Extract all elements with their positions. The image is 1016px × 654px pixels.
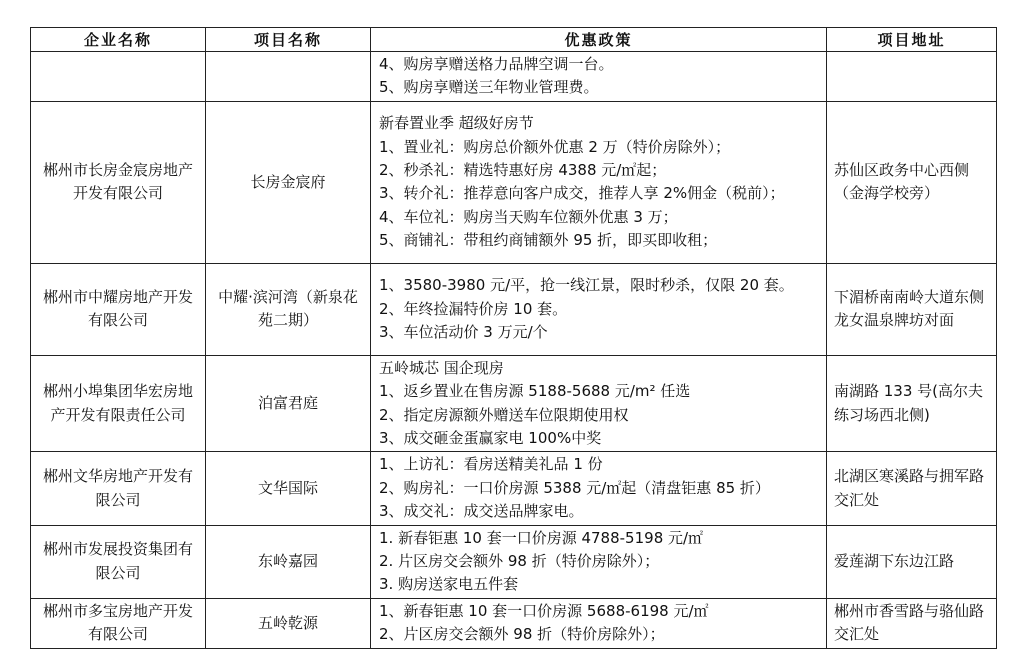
policy-line: 3、转介礼：推荐意向客户成交，推荐人享 2%佣金（税前）； — [379, 184, 785, 203]
policy-line: 2、购房礼：一口价房源 5388 元/㎡起（清盘钜惠 85 折） — [379, 478, 770, 497]
policy-line: 新春置业季 超级好房节 — [379, 114, 534, 133]
table-row — [31, 525, 997, 598]
policy-line: 1、新春钜惠 10 套一口价房源 5688-6198 元/㎡ — [379, 601, 709, 620]
project-cell: 五岭乾源 — [206, 598, 371, 648]
policy-line: 2、指定房源额外赠送车位限期使用权 — [379, 405, 629, 424]
policy-line: 5、购房享赠送三年物业管理费。 — [379, 78, 599, 97]
address-cell: 北湖区寒溪路与拥军路交汇处 — [827, 452, 997, 525]
policy-line: 1、上访礼：看房送精美礼品 1 份 — [379, 455, 603, 474]
policy-line: 5、商铺礼：带租约商铺额外 95 折，即买即收租； — [379, 231, 718, 250]
policy-line: 1、置业礼：购房总价额外优惠 2 万（特价房除外）； — [379, 137, 731, 156]
policy-line: 1、3580-3980 元/平，抢一线江景，限时秒杀，仅限 20 套。 — [379, 276, 794, 295]
policy-cell — [371, 101, 827, 263]
policy-cell — [371, 52, 827, 102]
policy-line: 五岭城芯 国企现房 — [379, 358, 504, 377]
header-address: 项目地址 — [827, 28, 997, 52]
policy-cell — [371, 598, 827, 648]
table-row — [31, 101, 997, 263]
project-cell: 文华国际 — [206, 452, 371, 525]
address-cell: 下湄桥南南岭大道东侧龙女温泉牌坊对面 — [827, 263, 997, 355]
header-project: 项目名称 — [206, 28, 371, 52]
policy-cell — [371, 525, 827, 598]
policy-line: 2、秒杀礼：精选特惠好房 4388 元/㎡起； — [379, 160, 667, 179]
table-row — [31, 263, 997, 355]
company-cell: 郴州市中耀房地产开发有限公司 — [31, 263, 206, 355]
policy-table — [30, 27, 997, 649]
company-cell: 郴州文华房地产开发有限公司 — [31, 452, 206, 525]
company-cell: 郴州市发展投资集团有限公司 — [31, 525, 206, 598]
company-cell: 郴州市多宝房地产开发有限公司 — [31, 598, 206, 648]
policy-line: 3、成交砸金蛋赢家电 100%中奖 — [379, 429, 602, 448]
address-cell: 南湖路 133 号(高尔夫练习场西北侧) — [827, 355, 997, 452]
project-cell — [206, 52, 371, 102]
table-row — [31, 598, 997, 648]
address-cell: 爱莲湖下东边江路 — [827, 525, 997, 598]
company-cell: 郴州市长房金宸房地产开发有限公司 — [31, 101, 206, 263]
header-company: 企业名称 — [31, 28, 206, 52]
policy-line: 3、车位活动价 3 万元/个 — [379, 323, 548, 342]
policy-line: 3、成交礼：成交送品牌家电。 — [379, 502, 584, 521]
table-row — [31, 52, 997, 102]
project-cell: 长房金宸府 — [206, 101, 371, 263]
policy-cell — [371, 355, 827, 452]
header-policy: 优惠政策 — [371, 28, 827, 52]
address-cell: 苏仙区政务中心西侧（金海学校旁） — [827, 101, 997, 263]
policy-line: 2. 片区房交会额外 98 折（特价房除外）； — [379, 552, 660, 571]
address-cell — [827, 52, 997, 102]
project-cell: 东岭嘉园 — [206, 525, 371, 598]
project-cell: 泊富君庭 — [206, 355, 371, 452]
policy-line: 2、年终捡漏特价房 10 套。 — [379, 299, 568, 318]
policy-line: 2、片区房交会额外 98 折（特价房除外）； — [379, 625, 665, 644]
policy-line: 4、车位礼：购房当天购车位额外优惠 3 万； — [379, 207, 678, 226]
company-cell — [31, 52, 206, 102]
table-row — [31, 452, 997, 525]
address-cell: 郴州市香雪路与骆仙路交汇处 — [827, 598, 997, 648]
header-row — [31, 28, 997, 52]
policy-line: 1. 新春钜惠 10 套一口价房源 4788-5198 元/㎡ — [379, 528, 704, 547]
company-cell: 郴州小埠集团华宏房地产开发有限责任公司 — [31, 355, 206, 452]
project-cell: 中耀·滨河湾（新泉花苑二期） — [206, 263, 371, 355]
policy-line: 4、购房享赠送格力品牌空调一台。 — [379, 55, 614, 73]
table-row — [31, 355, 997, 452]
policy-cell — [371, 263, 827, 355]
policy-line: 3. 购房送家电五件套 — [379, 575, 519, 594]
policy-cell — [371, 452, 827, 525]
policy-line: 1、返乡置业在售房源 5188-5688 元/m² 任选 — [379, 382, 691, 401]
